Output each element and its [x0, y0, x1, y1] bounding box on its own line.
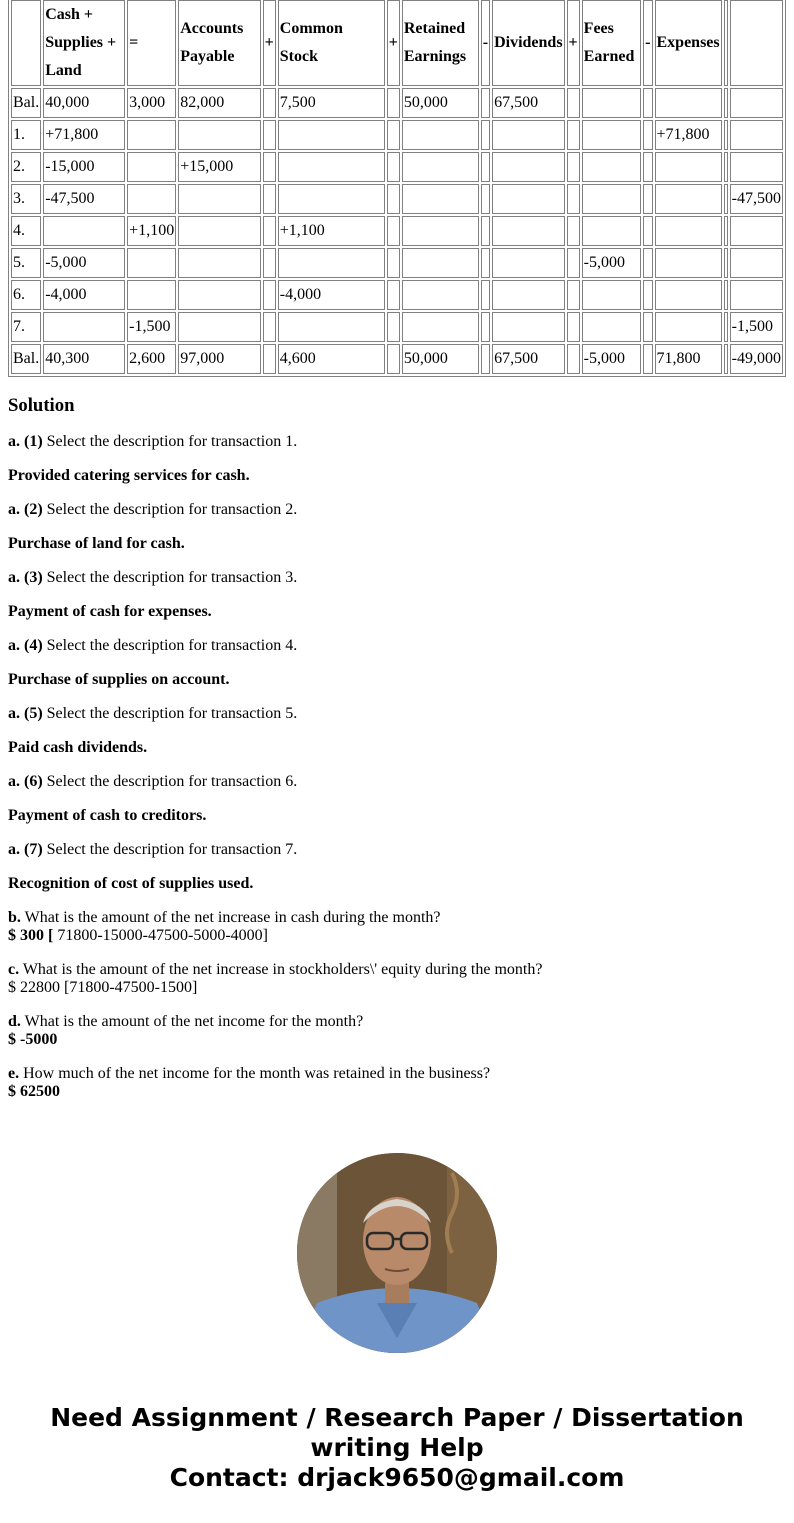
answer-a-3: Payment of cash for expenses. [8, 603, 212, 620]
table-cell [730, 216, 783, 246]
promo-banner [0, 1403, 794, 1493]
table-cell [263, 120, 276, 150]
table-cell [730, 280, 783, 310]
table-cell [730, 120, 783, 150]
table-cell [402, 312, 479, 342]
table-cell [387, 248, 400, 278]
table-cell [178, 280, 260, 310]
header-cell: Retained Earnings [402, 0, 479, 86]
table-cell [724, 344, 728, 374]
table-cell [567, 312, 580, 342]
question-a-5 [8, 705, 786, 723]
table-cell [263, 280, 276, 310]
table-cell [643, 184, 652, 214]
table-cell: -4,000 [278, 280, 385, 310]
table-cell [178, 120, 260, 150]
header-cell: Expenses [655, 0, 722, 86]
table-cell [643, 88, 652, 118]
table-cell [387, 152, 400, 182]
table-cell [402, 184, 479, 214]
header-cell: - [643, 0, 652, 86]
table-cell [387, 280, 400, 310]
table-row [11, 152, 783, 182]
table-cell: -5,000 [582, 248, 642, 278]
table-cell: +1,100 [127, 216, 176, 246]
table-cell: 50,000 [402, 344, 479, 374]
table-row [11, 248, 783, 278]
table-cell [724, 152, 728, 182]
table-cell [481, 280, 490, 310]
header-cell: - [481, 0, 490, 86]
table-cell [643, 280, 652, 310]
table-cell [278, 248, 385, 278]
table-cell [582, 152, 642, 182]
table-cell [43, 216, 125, 246]
table-cell [387, 312, 400, 342]
question-c-label: c. [8, 961, 20, 978]
header-cell [730, 0, 783, 86]
table-cell [567, 248, 580, 278]
question-a-3 [8, 569, 786, 587]
question-text: Select the description for transaction 1. [46, 433, 298, 450]
table-cell [567, 152, 580, 182]
header-cell: Cash + Supplies + Land [43, 0, 125, 86]
table-cell: +1,100 [278, 216, 385, 246]
question-a-7 [8, 841, 786, 859]
solution-items [8, 433, 786, 893]
table-cell [492, 184, 564, 214]
question-text: Select the description for transaction 4. [46, 637, 298, 654]
table-cell: +71,800 [655, 120, 722, 150]
table-cell [387, 88, 400, 118]
table-cell: +71,800 [43, 120, 125, 150]
question-text: Select the description for transaction 6. [46, 773, 298, 790]
table-cell: -1,500 [730, 312, 783, 342]
table-cell [655, 152, 722, 182]
table-cell [387, 344, 400, 374]
promo-contact: Contact: drjack9650@gmail.com [169, 1463, 625, 1492]
table-cell [127, 120, 176, 150]
table-cell [582, 216, 642, 246]
table-cell [655, 280, 722, 310]
table-cell: 7,500 [278, 88, 385, 118]
table-cell [567, 280, 580, 310]
table-cell [278, 312, 385, 342]
header-cell [724, 0, 728, 86]
table-cell [643, 152, 652, 182]
author-portrait-image [297, 1153, 497, 1353]
table-cell: 4,600 [278, 344, 385, 374]
table-cell [567, 120, 580, 150]
table-cell [724, 248, 728, 278]
solution-heading: Solution [8, 395, 75, 416]
table-cell [127, 184, 176, 214]
table-cell: -4,000 [43, 280, 125, 310]
table-cell [724, 216, 728, 246]
header-row [11, 0, 783, 86]
table-cell [263, 312, 276, 342]
promo-line-1: Need Assignment / Research Paper / Dissertation [50, 1403, 744, 1432]
author-avatar [297, 1153, 497, 1353]
question-a-2 [8, 501, 786, 519]
table-cell [730, 248, 783, 278]
question-label: a. (5) [8, 705, 43, 722]
question-label: a. (7) [8, 841, 43, 858]
table-body [11, 88, 783, 374]
table-cell [730, 152, 783, 182]
table-cell [263, 216, 276, 246]
table-cell: 82,000 [178, 88, 260, 118]
accounting-equation-table [8, 0, 786, 377]
header-cell: + [263, 0, 276, 86]
table-cell [387, 216, 400, 246]
table-cell [278, 152, 385, 182]
table-cell [492, 312, 564, 342]
table-cell [402, 152, 479, 182]
answer-c: $ 22800 [71800-47500-1500] [8, 979, 198, 996]
answer-a-5: Paid cash dividends. [8, 739, 148, 756]
question-text: Select the description for transaction 7. [46, 841, 298, 858]
table-cell [127, 280, 176, 310]
table-cell [387, 120, 400, 150]
table-cell [582, 88, 642, 118]
table-row [11, 344, 783, 374]
table-cell: -1,500 [127, 312, 176, 342]
question-e-text: How much of the net income for the month was retained in the business? [23, 1065, 491, 1082]
table-cell: 5. [11, 248, 41, 278]
answer-a-7: Recognition of cost of supplies used. [8, 875, 254, 892]
table-cell [263, 248, 276, 278]
table-header [11, 0, 783, 86]
header-cell: Common Stock [278, 0, 385, 86]
answer-a-6: Payment of cash to creditors. [8, 807, 207, 824]
table-cell: 4. [11, 216, 41, 246]
table-row [11, 184, 783, 214]
table-cell [263, 88, 276, 118]
table-cell [643, 120, 652, 150]
question-text: Select the description for transaction 2. [46, 501, 298, 518]
table-cell [582, 120, 642, 150]
table-cell: 40,000 [43, 88, 125, 118]
question-b [8, 909, 786, 945]
table-cell [567, 88, 580, 118]
question-label: a. (1) [8, 433, 43, 450]
table-cell: -49,000 [730, 344, 783, 374]
table-cell [492, 152, 564, 182]
table-cell [724, 120, 728, 150]
table-cell [402, 216, 479, 246]
table-cell [481, 88, 490, 118]
table-row [11, 216, 783, 246]
table-cell: 2. [11, 152, 41, 182]
table-cell [582, 184, 642, 214]
table-row [11, 280, 783, 310]
table-cell [582, 280, 642, 310]
table-cell [643, 312, 652, 342]
table-cell: 3. [11, 184, 41, 214]
table-cell [492, 216, 564, 246]
header-cell: Fees Earned [582, 0, 642, 86]
table-cell [263, 184, 276, 214]
table-cell: -15,000 [43, 152, 125, 182]
table-cell [492, 120, 564, 150]
table-cell [178, 248, 260, 278]
table-cell [655, 248, 722, 278]
header-cell [11, 0, 41, 86]
table-cell [402, 120, 479, 150]
table-cell [178, 184, 260, 214]
question-c [8, 961, 786, 997]
question-d [8, 1013, 786, 1049]
table-cell [643, 344, 652, 374]
question-label: a. (2) [8, 501, 43, 518]
document-body [8, 0, 786, 1117]
table-cell [481, 184, 490, 214]
table-cell: 71,800 [655, 344, 722, 374]
table-cell [402, 280, 479, 310]
table-cell [127, 248, 176, 278]
answer-a-4: Purchase of supplies on account. [8, 671, 230, 688]
table-row [11, 312, 783, 342]
table-cell: -5,000 [43, 248, 125, 278]
table-cell: +15,000 [178, 152, 260, 182]
question-e-label: e. [8, 1065, 20, 1082]
table-cell [643, 248, 652, 278]
question-a-1 [8, 433, 786, 451]
table-cell [643, 216, 652, 246]
question-text: Select the description for transaction 3. [46, 569, 298, 586]
table-cell: 7. [11, 312, 41, 342]
table-cell [655, 88, 722, 118]
table-cell [655, 184, 722, 214]
question-d-text: What is the amount of the net income for the month? [24, 1013, 364, 1030]
answer-a-1: Provided catering services for cash. [8, 467, 250, 484]
table-cell [567, 216, 580, 246]
table-cell [278, 120, 385, 150]
table-cell [278, 184, 385, 214]
table-cell [730, 88, 783, 118]
answer-d: $ -5000 [8, 1031, 58, 1048]
table-cell [402, 248, 479, 278]
table-row [11, 88, 783, 118]
table-cell [724, 88, 728, 118]
table-cell: 3,000 [127, 88, 176, 118]
table-cell [655, 216, 722, 246]
header-cell: + [387, 0, 400, 86]
table-cell: 97,000 [178, 344, 260, 374]
table-cell [263, 344, 276, 374]
question-a-6 [8, 773, 786, 791]
table-cell [492, 280, 564, 310]
table-cell: -47,500 [43, 184, 125, 214]
table-cell [178, 216, 260, 246]
table-cell [481, 344, 490, 374]
header-cell: + [567, 0, 580, 86]
question-e [8, 1065, 786, 1101]
table-cell: 1. [11, 120, 41, 150]
table-cell [481, 312, 490, 342]
table-cell [724, 184, 728, 214]
table-cell [492, 248, 564, 278]
answer-b-work: 71800-15000-47500-5000-4000] [53, 927, 268, 944]
table-cell: 67,500 [492, 344, 564, 374]
table-cell [263, 152, 276, 182]
table-row [11, 120, 783, 150]
answer-a-2: Purchase of land for cash. [8, 535, 185, 552]
table-cell: 40,300 [43, 344, 125, 374]
table-cell [178, 312, 260, 342]
header-cell: Accounts Payable [178, 0, 260, 86]
question-label: a. (4) [8, 637, 43, 654]
table-cell: Bal. [11, 344, 41, 374]
table-cell [567, 184, 580, 214]
question-text: Select the description for transaction 5. [46, 705, 298, 722]
table-cell [387, 184, 400, 214]
answer-e: $ 62500 [8, 1083, 60, 1100]
table-cell [582, 312, 642, 342]
question-c-text: What is the amount of the net increase in stockholders\' equity during the month? [22, 961, 543, 978]
answer-b-value: $ 300 [ [8, 927, 54, 944]
table-cell [481, 120, 490, 150]
table-cell [655, 312, 722, 342]
table-cell [481, 152, 490, 182]
table-cell [43, 312, 125, 342]
table-cell: Bal. [11, 88, 41, 118]
question-label: a. (3) [8, 569, 43, 586]
table-cell: 2,600 [127, 344, 176, 374]
header-cell: = [127, 0, 176, 86]
table-cell: 67,500 [492, 88, 564, 118]
question-b-text: What is the amount of the net increase in cash during the month? [24, 909, 441, 926]
question-d-label: d. [8, 1013, 21, 1030]
table-cell: -5,000 [582, 344, 642, 374]
table-cell: -47,500 [730, 184, 783, 214]
table-cell: 50,000 [402, 88, 479, 118]
header-cell: Dividends [492, 0, 564, 86]
table-cell [724, 280, 728, 310]
question-a-4 [8, 637, 786, 655]
table-cell [567, 344, 580, 374]
table-cell: 6. [11, 280, 41, 310]
question-label: a. (6) [8, 773, 43, 790]
table-cell [481, 216, 490, 246]
table-cell [481, 248, 490, 278]
question-b-label: b. [8, 909, 21, 926]
table-cell [127, 152, 176, 182]
promo-line-2: writing Help [310, 1433, 484, 1462]
table-cell [724, 312, 728, 342]
